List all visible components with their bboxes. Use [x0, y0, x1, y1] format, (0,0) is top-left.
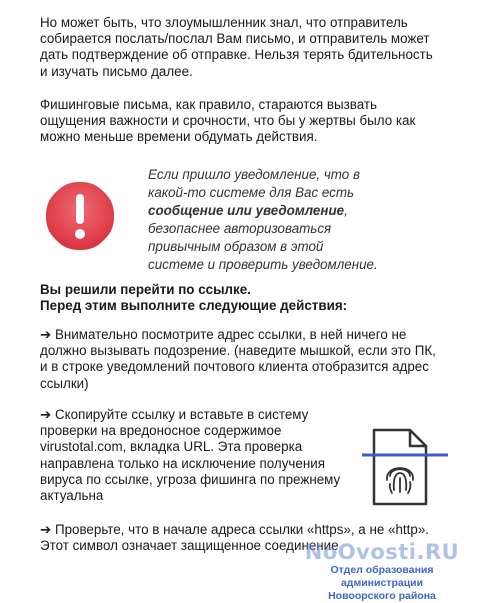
fingerprint-document-icon — [362, 428, 448, 506]
paragraph-vigilance: Но может быть, что злоумышленник знал, что отправитель собирается послать/послал Вам письмо, и отправитель может дать подтверждение об отправке. Нельзя терять бдительность и изучать письмо далее. — [40, 15, 433, 79]
heading-line-1: Вы решили перейти по ссылке. — [40, 282, 251, 297]
callout-text-after: , безопаснее авторизоваться привычным образом в этой системе и проверить уведомление. — [148, 203, 378, 272]
watermark-line-2: Новоорского района — [328, 590, 436, 602]
watermark-line-1: Отдел образования администрации — [330, 564, 434, 589]
watermark-logo: NoOvosti.RU — [304, 540, 460, 564]
paragraph-urgency: Фишинговые письма, как правило, стараются вызвать ощущения важности и срочности, что бы у жертвы было как можно меньше времени обдумать действия. — [40, 97, 416, 145]
heading-line-2: Перед этим выполните следующие действия: — [40, 298, 348, 314]
exclamation-warning-icon — [44, 180, 116, 252]
section-heading — [40, 282, 440, 314]
step-virustotal-check: ➔ Скопируйте ссылку и вставьте в систему проверки на вредоносное содержимое virustotal.com, вкладка URL. Эта проверка направлена только на исключение получения вируса по ссылке, угроза фишинга по прежнему актуальна — [40, 407, 341, 504]
callout-text-before: Если пришло уведомление, что в какой-то системе для Вас есть — [148, 167, 360, 200]
step-check-link-address: ➔ Внимательно посмотрите адрес ссылки, в ней ничего не должно вызывать подозрение. (наведите мышкой, если это ПК, и в строке уведомлений почтового клиента отобразится адрес ссылки) — [40, 327, 436, 391]
callout-emphasis: сообщение или уведомление — [148, 203, 345, 218]
notification-advice-callout — [148, 166, 378, 274]
step-check-https: ➔ Проверьте, что в начале адреса ссылки «https», а не «http». Этот символ означает защищенное соединение — [40, 522, 429, 554]
watermark — [289, 540, 475, 603]
